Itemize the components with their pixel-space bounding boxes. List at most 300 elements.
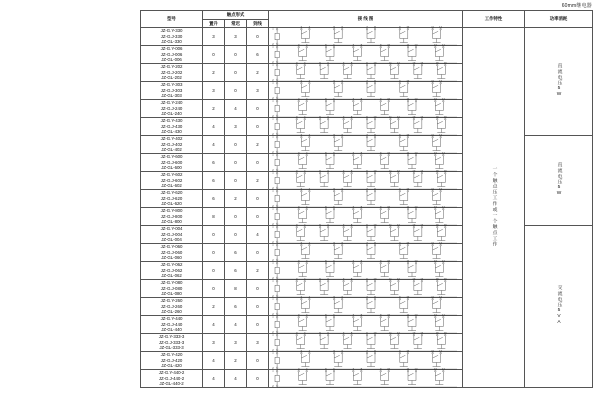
- svg-text:13: 13: [433, 151, 437, 155]
- model-label: JZ-G.J-440-2: [158, 375, 185, 381]
- svg-text:6: 6: [341, 25, 343, 29]
- svg-text:15: 15: [435, 169, 439, 173]
- wiring-cell: [269, 241, 463, 262]
- model-label: JZ-G.Y-260: [160, 298, 183, 304]
- svg-text:6: 6: [333, 151, 335, 155]
- wiring-cell: [269, 43, 463, 64]
- svg-text:1: 1: [272, 261, 274, 265]
- svg-text:10: 10: [406, 79, 410, 83]
- contact-count-0: 8: [203, 208, 225, 226]
- relay-spec-table: [140, 10, 593, 388]
- svg-text:8: 8: [360, 259, 363, 263]
- svg-text:2: 2: [272, 384, 274, 388]
- svg-text:7: 7: [366, 133, 368, 137]
- svg-text:1: 1: [272, 27, 274, 31]
- svg-text:6: 6: [333, 97, 335, 101]
- table-row: [141, 28, 593, 46]
- model-label: JZ-G.J-620: [160, 195, 183, 201]
- svg-text:11: 11: [389, 169, 392, 173]
- svg-text:11: 11: [389, 115, 392, 119]
- wiring-cell: [269, 133, 463, 154]
- svg-text:1: 1: [272, 99, 274, 103]
- model-label: JZ-GL-080: [161, 291, 182, 297]
- svg-text:15: 15: [435, 277, 439, 281]
- model-label: JZ-G.Y-202: [160, 64, 183, 70]
- svg-text:2: 2: [272, 42, 274, 46]
- svg-text:14: 14: [420, 61, 424, 65]
- svg-text:5: 5: [333, 133, 335, 137]
- svg-text:15: 15: [435, 331, 439, 335]
- svg-text:2: 2: [272, 222, 274, 226]
- power-label: 直流电压5W: [556, 63, 562, 99]
- svg-text:10: 10: [387, 151, 391, 155]
- wiring-diagram: [269, 61, 461, 82]
- contact-count-2: 4: [247, 226, 269, 244]
- svg-text:6: 6: [333, 367, 335, 371]
- contact-count-0: 3: [203, 28, 225, 46]
- svg-text:2: 2: [272, 150, 274, 154]
- svg-text:12: 12: [439, 133, 443, 137]
- wiring-cell: [269, 259, 463, 280]
- characteristic-label: 一个触点压工作或一个触点工作: [491, 166, 497, 248]
- contact-count-1: 4: [225, 316, 247, 334]
- svg-text:11: 11: [431, 295, 434, 299]
- contact-count-1: 0: [225, 64, 247, 82]
- svg-text:5: 5: [333, 79, 335, 83]
- model-label: JZ-G.J-004: [160, 231, 183, 237]
- svg-text:3: 3: [296, 169, 298, 173]
- svg-text:12: 12: [439, 25, 443, 29]
- svg-text:2: 2: [272, 240, 274, 244]
- svg-text:3: 3: [297, 97, 300, 101]
- svg-text:9: 9: [379, 259, 382, 263]
- contact-count-0: 0: [203, 226, 225, 244]
- svg-text:9: 9: [379, 367, 382, 371]
- svg-text:2: 2: [272, 114, 274, 118]
- power-cell: [525, 28, 593, 136]
- svg-text:8: 8: [350, 115, 353, 119]
- svg-text:5: 5: [325, 367, 327, 371]
- svg-text:2: 2: [272, 168, 274, 172]
- svg-text:14: 14: [420, 277, 424, 281]
- wiring-cell: [269, 61, 463, 82]
- characteristic-cell: [463, 28, 525, 388]
- svg-text:7: 7: [342, 169, 345, 173]
- svg-text:5: 5: [325, 205, 327, 209]
- contact-count-1: 4: [225, 370, 247, 388]
- model-cell: [141, 118, 203, 136]
- wiring-diagram: [269, 331, 461, 352]
- contact-count-1: 0: [225, 136, 247, 154]
- svg-text:14: 14: [441, 205, 445, 209]
- svg-text:11: 11: [431, 79, 434, 83]
- svg-text:3: 3: [300, 25, 303, 29]
- svg-text:15: 15: [435, 61, 439, 65]
- model-label: JZ-G.J-420: [160, 357, 183, 363]
- model-label: JZ-G.J-330: [160, 33, 183, 39]
- svg-text:6: 6: [327, 115, 329, 119]
- svg-text:1: 1: [272, 63, 274, 67]
- svg-text:8: 8: [374, 295, 376, 299]
- svg-text:8: 8: [350, 223, 353, 227]
- svg-text:4: 4: [304, 331, 306, 335]
- model-cell: [141, 370, 203, 388]
- power-cell: [525, 226, 593, 388]
- svg-text:1: 1: [272, 189, 274, 193]
- wiring-diagram: [269, 25, 461, 46]
- svg-text:8: 8: [374, 25, 376, 29]
- model-label: JZ-G.Y-333-3: [158, 334, 185, 340]
- svg-text:1: 1: [272, 351, 274, 355]
- model-label: JZ-G.J-202: [160, 69, 183, 75]
- svg-text:12: 12: [414, 151, 418, 155]
- svg-text:13: 13: [433, 367, 437, 371]
- model-label: JZ-G.J-440: [160, 321, 183, 327]
- svg-text:3: 3: [296, 61, 298, 65]
- model-label: JZ-GL-004: [161, 237, 182, 243]
- model-label: JZ-G.Y-240: [160, 100, 183, 106]
- model-label: JZ-G.J-062: [160, 267, 183, 273]
- model-label: JZ-GL-060: [161, 255, 182, 261]
- contact-count-2: 0: [247, 370, 269, 388]
- contact-count-0: 4: [203, 352, 225, 370]
- wiring-diagram: [269, 115, 461, 136]
- svg-text:3: 3: [296, 277, 298, 281]
- svg-text:16: 16: [443, 169, 447, 173]
- contact-count-1: 0: [225, 82, 247, 100]
- table-body: [141, 25, 593, 388]
- svg-text:14: 14: [420, 223, 424, 227]
- svg-text:5: 5: [319, 115, 321, 119]
- svg-text:4: 4: [304, 61, 306, 65]
- svg-text:12: 12: [396, 169, 400, 173]
- model-label: JZ-G.J-333-3: [158, 339, 185, 345]
- svg-text:11: 11: [406, 205, 410, 209]
- power-label: 直流电压5W: [556, 162, 562, 198]
- wiring-diagram: [269, 97, 461, 118]
- svg-text:1: 1: [272, 369, 274, 373]
- contact-count-1: 0: [225, 172, 247, 190]
- svg-text:3: 3: [300, 349, 303, 353]
- svg-text:4: 4: [305, 313, 308, 317]
- model-cell: [141, 316, 203, 334]
- model-label: JZ-G.Y-080: [160, 280, 183, 286]
- svg-text:2: 2: [272, 258, 274, 262]
- svg-text:6: 6: [327, 169, 329, 173]
- svg-text:11: 11: [389, 331, 392, 335]
- svg-text:11: 11: [406, 313, 410, 317]
- svg-text:7: 7: [352, 367, 355, 371]
- wiring-diagram: [269, 133, 461, 154]
- svg-text:3: 3: [300, 187, 303, 191]
- contact-count-0: 3: [203, 334, 225, 352]
- contact-count-2: 0: [247, 244, 269, 262]
- svg-text:5: 5: [319, 223, 321, 227]
- svg-text:1: 1: [272, 81, 274, 85]
- svg-text:7: 7: [366, 349, 368, 353]
- svg-text:3: 3: [297, 259, 300, 263]
- svg-text:12: 12: [396, 61, 400, 65]
- svg-text:6: 6: [341, 187, 343, 191]
- svg-text:8: 8: [374, 241, 376, 245]
- svg-text:8: 8: [360, 43, 363, 47]
- contact-count-1: 2: [225, 352, 247, 370]
- svg-text:8: 8: [350, 169, 353, 173]
- svg-text:16: 16: [443, 223, 447, 227]
- model-cell: [141, 136, 203, 154]
- svg-text:14: 14: [420, 331, 424, 335]
- svg-text:4: 4: [308, 79, 311, 83]
- wiring-cell: [269, 187, 463, 208]
- model-label: JZ-GL-430: [161, 129, 182, 135]
- svg-text:2: 2: [272, 204, 274, 208]
- svg-text:7: 7: [352, 43, 355, 47]
- contact-count-1: 3: [225, 28, 247, 46]
- model-label: JZ-G.J-303: [160, 87, 183, 93]
- contact-count-0: 3: [203, 82, 225, 100]
- svg-text:9: 9: [379, 313, 382, 317]
- contact-count-0: 4: [203, 370, 225, 388]
- svg-text:10: 10: [406, 295, 410, 299]
- model-cell: [141, 82, 203, 100]
- svg-text:8: 8: [360, 313, 363, 317]
- svg-text:9: 9: [366, 277, 368, 281]
- contact-count-2: 0: [247, 298, 269, 316]
- svg-text:12: 12: [396, 223, 400, 227]
- svg-text:6: 6: [327, 223, 329, 227]
- svg-text:10: 10: [406, 25, 410, 29]
- model-label: JZ-GL-062: [161, 273, 182, 279]
- wiring-cell: [269, 295, 463, 316]
- model-label: JZ-G.J-430: [160, 123, 183, 129]
- contact-count-2: 6: [247, 46, 269, 64]
- svg-text:15: 15: [435, 223, 439, 227]
- svg-text:1: 1: [272, 279, 274, 283]
- model-label: JZ-GL-800: [161, 219, 182, 225]
- wiring-diagram: [269, 205, 461, 226]
- contact-count-2: 0: [247, 352, 269, 370]
- svg-text:1: 1: [272, 45, 274, 49]
- svg-text:11: 11: [431, 187, 434, 191]
- svg-text:10: 10: [406, 187, 410, 191]
- wiring-cell: [269, 97, 463, 118]
- contact-count-1: 6: [225, 262, 247, 280]
- contact-count-2: 0: [247, 154, 269, 172]
- model-cell: [141, 28, 203, 46]
- svg-text:1: 1: [272, 333, 274, 337]
- contact-count-0: 2: [203, 298, 225, 316]
- svg-text:7: 7: [366, 241, 368, 245]
- wiring-cell: [269, 367, 463, 388]
- wiring-diagram: [269, 313, 461, 334]
- svg-text:12: 12: [439, 349, 443, 353]
- svg-text:2: 2: [272, 96, 274, 100]
- svg-text:8: 8: [374, 349, 376, 353]
- contact-count-1: 4: [225, 100, 247, 118]
- svg-text:11: 11: [431, 25, 434, 29]
- contact-count-2: 0: [247, 316, 269, 334]
- model-label: JZ-G.Y-062: [160, 262, 183, 268]
- svg-text:10: 10: [406, 349, 410, 353]
- model-label: JZ-G.J-060: [160, 249, 183, 255]
- model-label: JZ-G.Y-006: [160, 46, 183, 52]
- svg-text:12: 12: [439, 241, 443, 245]
- svg-text:5: 5: [325, 97, 327, 101]
- svg-text:12: 12: [439, 187, 443, 191]
- svg-text:2: 2: [272, 132, 274, 136]
- contact-count-0: 0: [203, 262, 225, 280]
- contact-count-1: 0: [225, 208, 247, 226]
- svg-text:9: 9: [399, 349, 401, 353]
- wiring-cell: [269, 115, 463, 136]
- svg-text:10: 10: [373, 169, 377, 173]
- wiring-diagram: [269, 349, 461, 370]
- svg-text:8: 8: [360, 367, 363, 371]
- svg-text:10: 10: [387, 367, 391, 371]
- power-label: 交流电压5VA: [556, 285, 562, 327]
- svg-text:13: 13: [433, 97, 437, 101]
- model-label: JZ-GL-240: [161, 111, 182, 117]
- svg-text:4: 4: [305, 205, 308, 209]
- svg-text:2: 2: [272, 60, 274, 64]
- wiring-diagram: [269, 295, 461, 316]
- header-contact-col-1: 常迟: [225, 20, 247, 28]
- svg-text:1: 1: [272, 315, 274, 319]
- model-label: JZ-G.Y-330: [160, 28, 183, 34]
- svg-text:1: 1: [272, 135, 274, 139]
- model-label: JZ-G.J-260: [160, 303, 183, 309]
- svg-text:13: 13: [433, 43, 437, 47]
- wiring-cell: [269, 277, 463, 298]
- svg-text:3: 3: [297, 43, 300, 47]
- model-label: JZ-GL-303: [161, 93, 182, 99]
- model-cell: [141, 154, 203, 172]
- svg-text:5: 5: [325, 151, 327, 155]
- model-label: JZ-GL-420: [161, 363, 182, 369]
- svg-text:9: 9: [399, 295, 401, 299]
- svg-text:4: 4: [305, 259, 308, 263]
- model-cell: [141, 100, 203, 118]
- svg-text:6: 6: [327, 61, 329, 65]
- model-cell: [141, 352, 203, 370]
- svg-text:8: 8: [374, 187, 376, 191]
- svg-text:7: 7: [342, 331, 345, 335]
- wiring-diagram: [269, 187, 461, 208]
- wiring-cell: [269, 25, 463, 46]
- svg-text:13: 13: [412, 61, 416, 65]
- model-cell: [141, 244, 203, 262]
- svg-text:3: 3: [296, 115, 298, 119]
- svg-text:4: 4: [305, 43, 308, 47]
- svg-text:5: 5: [319, 61, 321, 65]
- svg-text:8: 8: [374, 79, 376, 83]
- svg-text:1: 1: [272, 117, 274, 121]
- wiring-cell: [269, 169, 463, 190]
- contact-count-1: 0: [225, 46, 247, 64]
- wiring-diagram: [269, 259, 461, 280]
- svg-text:7: 7: [366, 79, 368, 83]
- contact-count-2: 2: [247, 172, 269, 190]
- svg-text:4: 4: [304, 115, 306, 119]
- svg-text:7: 7: [342, 223, 345, 227]
- contact-count-2: 3: [247, 334, 269, 352]
- svg-text:10: 10: [387, 205, 391, 209]
- svg-text:12: 12: [439, 295, 443, 299]
- contact-count-2: 0: [247, 208, 269, 226]
- contact-count-0: 2: [203, 64, 225, 82]
- svg-text:9: 9: [399, 25, 401, 29]
- svg-text:10: 10: [406, 241, 410, 245]
- svg-text:5: 5: [333, 25, 335, 29]
- svg-text:16: 16: [443, 277, 447, 281]
- contact-count-0: 4: [203, 118, 225, 136]
- wiring-diagram: [269, 223, 461, 244]
- svg-text:11: 11: [431, 133, 434, 137]
- model-cell: [141, 280, 203, 298]
- model-label: JZ-GL-260: [161, 309, 182, 315]
- svg-text:9: 9: [379, 151, 382, 155]
- svg-text:10: 10: [387, 97, 391, 101]
- svg-text:5: 5: [325, 259, 327, 263]
- svg-text:16: 16: [443, 331, 447, 335]
- wiring-cell: [269, 331, 463, 352]
- svg-text:9: 9: [399, 133, 401, 137]
- svg-text:8: 8: [350, 277, 353, 281]
- wiring-diagram: [269, 277, 461, 298]
- contact-count-2: 2: [247, 64, 269, 82]
- svg-text:5: 5: [333, 295, 335, 299]
- svg-text:1: 1: [272, 207, 274, 211]
- model-cell: [141, 208, 203, 226]
- model-label: JZ-GL-330: [161, 39, 182, 45]
- model-label: JZ-G.Y-430: [160, 118, 183, 124]
- model-cell: [141, 334, 203, 352]
- svg-text:1: 1: [272, 297, 274, 301]
- contact-count-2: 0: [247, 100, 269, 118]
- svg-text:10: 10: [373, 223, 377, 227]
- contact-count-1: 6: [225, 298, 247, 316]
- svg-text:11: 11: [389, 277, 392, 281]
- svg-text:9: 9: [379, 205, 382, 209]
- svg-text:7: 7: [352, 259, 355, 263]
- svg-text:13: 13: [412, 223, 416, 227]
- svg-text:2: 2: [272, 186, 274, 190]
- svg-text:2: 2: [272, 294, 274, 298]
- svg-text:3: 3: [297, 367, 300, 371]
- svg-text:5: 5: [319, 277, 321, 281]
- contact-count-1: 6: [225, 244, 247, 262]
- svg-text:10: 10: [373, 61, 377, 65]
- svg-text:7: 7: [352, 97, 355, 101]
- model-cell: [141, 226, 203, 244]
- svg-text:9: 9: [366, 331, 368, 335]
- model-label: JZ-G.Y-402: [160, 136, 183, 142]
- svg-text:6: 6: [333, 313, 335, 317]
- svg-text:6: 6: [341, 295, 343, 299]
- model-cell: [141, 298, 203, 316]
- svg-text:15: 15: [435, 115, 439, 119]
- contact-count-0: 4: [203, 136, 225, 154]
- svg-text:2: 2: [272, 366, 274, 370]
- svg-text:12: 12: [439, 79, 443, 83]
- svg-text:4: 4: [304, 169, 306, 173]
- header-power: 功率消耗: [525, 11, 593, 28]
- model-label: JZ-G.Y-600: [160, 154, 183, 160]
- svg-text:8: 8: [360, 205, 363, 209]
- model-label: JZ-G.Y-004: [160, 226, 183, 232]
- model-cell: [141, 262, 203, 280]
- svg-text:5: 5: [319, 169, 321, 173]
